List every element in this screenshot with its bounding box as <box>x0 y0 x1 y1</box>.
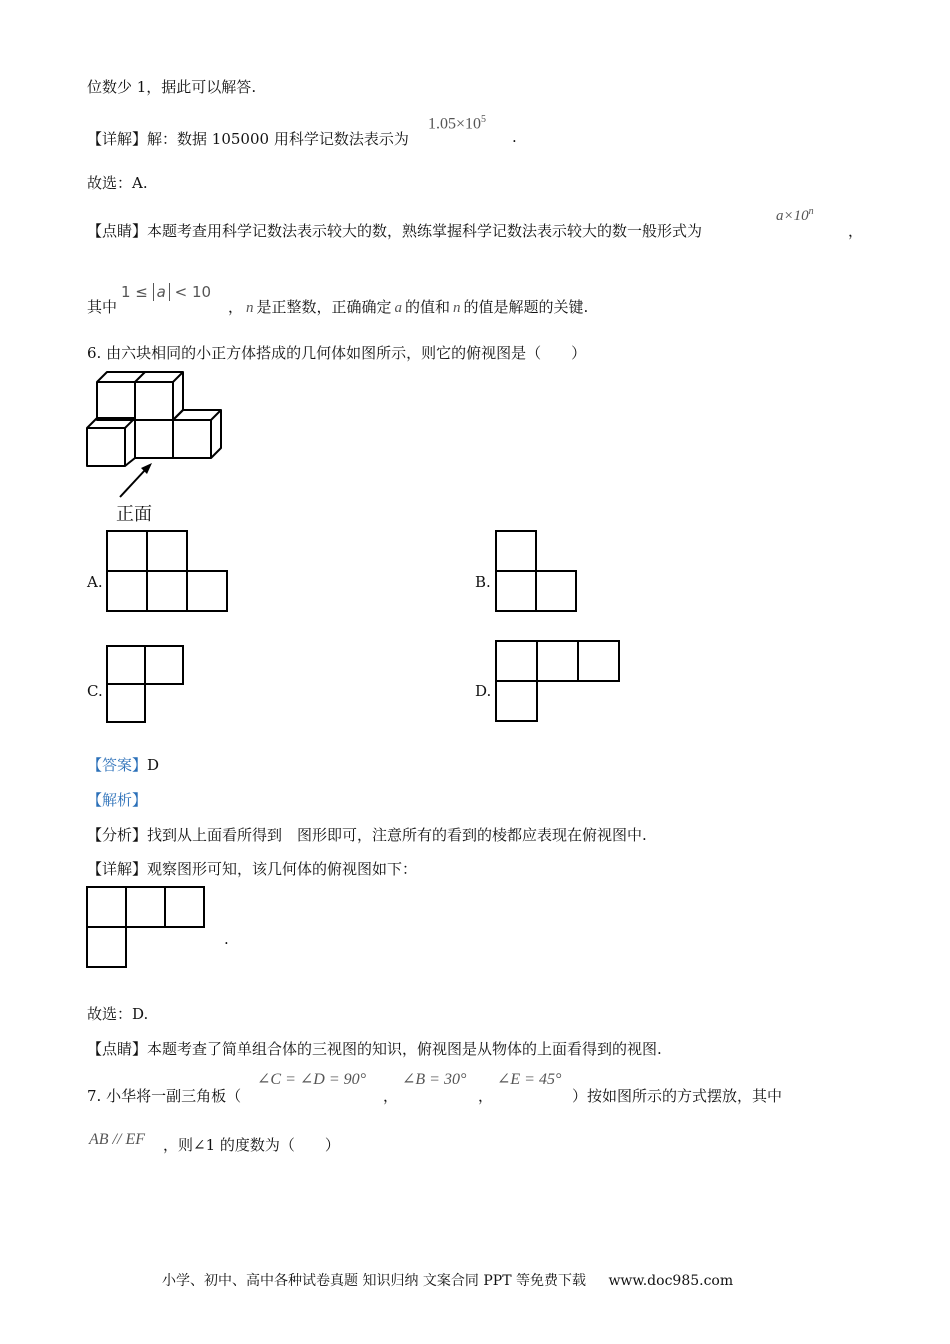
prev-detail <box>87 128 409 149</box>
cube-face <box>173 420 211 458</box>
front-label: 正面 <box>116 504 152 525</box>
general-form: $a\times 10^n$ <box>776 206 814 224</box>
detail-label: 【详解】 <box>87 130 148 148</box>
cube-face <box>87 428 125 466</box>
option-a-label[interactable]: A. <box>87 573 103 591</box>
comment-text: 本题考查用科学记数法表示较大的数，熟练掌握科学记数法表示较大的数一般形式为 <box>147 222 703 240</box>
sci-notation: $1.05\times 10^5$ <box>428 114 487 133</box>
cube-face <box>97 382 135 420</box>
comment-label: 【点睛】 <box>87 222 148 240</box>
front-arrow <box>120 469 146 497</box>
cube-figure <box>80 365 240 530</box>
detail-end: . <box>512 128 517 146</box>
option-b-grid[interactable] <box>495 530 579 614</box>
line-prefix: 其中 <box>87 298 118 316</box>
option-d-grid[interactable] <box>495 640 621 724</box>
solution-top-view <box>86 886 208 970</box>
q6-choice: 故选：D. <box>87 1005 149 1023</box>
prev-comment <box>87 220 702 241</box>
option-c-label[interactable]: C. <box>87 682 103 700</box>
q7-cond3: ∠E = 45° <box>497 1071 562 1088</box>
comment-comma: ， <box>848 222 864 240</box>
answer-label: 【答案】 <box>87 756 148 774</box>
option-c-grid[interactable] <box>106 645 186 725</box>
q7-stem-suffix: ）按如图所示的方式摆放，其中 <box>572 1087 783 1105</box>
answer-value: D <box>147 756 160 774</box>
footer <box>162 1270 733 1290</box>
q7-stem-prefix: 7. 小华将一副三角板（ <box>87 1087 242 1105</box>
footer-text: 小学、初中、高中各种试卷真题 知识归纳 文案合同 PPT 等免费下载 <box>162 1273 586 1289</box>
cube-face <box>135 382 173 420</box>
answer-line <box>87 754 159 775</box>
range-expression: 1 ≤ a < 10 <box>121 283 212 301</box>
prev-line1: 位数少 1，据此可以解答. <box>87 78 257 96</box>
footer-url[interactable]: www.doc985.com <box>608 1273 734 1289</box>
q7-sep1: ， <box>383 1087 399 1105</box>
solution-period: . <box>224 930 229 948</box>
q7-cond1: ∠C = ∠D = 90° <box>257 1071 367 1088</box>
option-b-label[interactable]: B. <box>475 573 491 591</box>
cube-face <box>135 420 173 458</box>
analysis-label: 【解析】 <box>87 791 148 809</box>
q6-stem: 6. 由六块相同的小正方体搭成的几何体如图所示，则它的俯视图是（ ） <box>87 344 587 362</box>
option-a-grid[interactable] <box>106 530 230 614</box>
q7-sep2: ， <box>478 1087 494 1105</box>
q6-comment: 【点睛】本题考查了简单组合体的三视图的知识，俯视图是从物体的上面看得到的视图. <box>87 1040 662 1058</box>
detail-text: 解：数据 105000 用科学记数法表示为 <box>147 130 409 148</box>
q6-detail-line: 【详解】观察图形可知，该几何体的俯视图如下： <box>87 860 418 878</box>
analyze-line: 【分析】找到从上面看所得到 图形即可，注意所有的看到的棱都应表现在俯视图中. <box>87 826 647 844</box>
q7-cond2: ∠B = 30° <box>402 1071 467 1088</box>
q7-tail: ，则∠1 的度数为（ ） <box>163 1136 340 1154</box>
range-tail: ， n 是正整数，正确确定 a 的值和 n 的值是解题的关键. <box>228 298 589 316</box>
option-d-label[interactable]: D. <box>475 682 492 700</box>
prev-choice: 故选：A. <box>87 174 148 192</box>
q7-parallel: AB // EF <box>89 1131 145 1148</box>
